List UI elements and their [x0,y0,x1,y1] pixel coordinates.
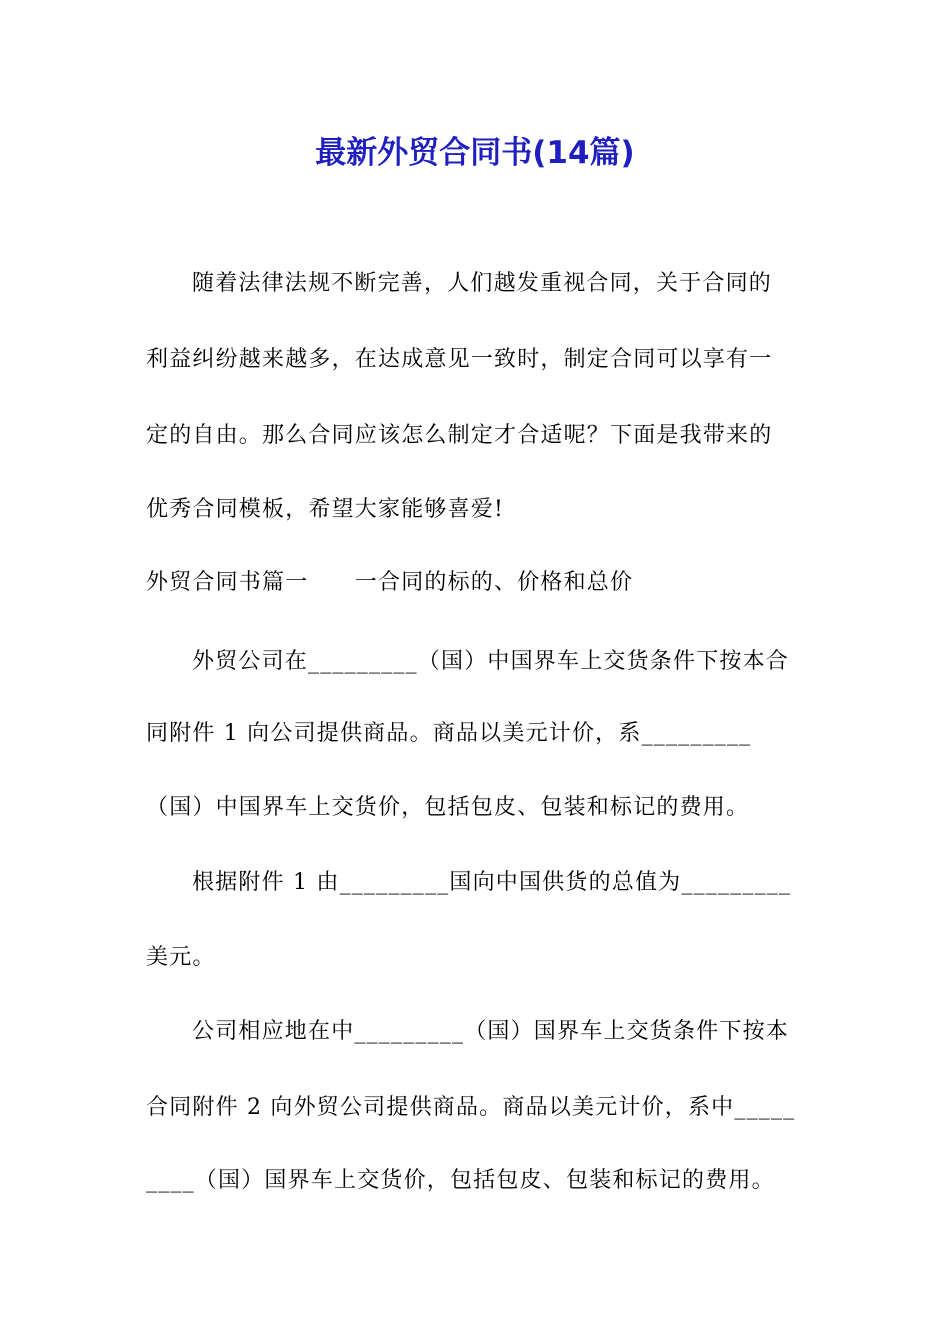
paragraph-line: 合同附件 2 向外贸公司提供商品。商品以美元计价，系中_____ [146,1095,796,1120]
document-title: 最新外贸合同书(14篇) [315,135,635,171]
paragraph-line: 利益纠纷越来越多，在达成意见一致时，制定合同可以享有一 [146,347,773,372]
section-heading: 外贸合同书篇一 一合同的标的、价格和总价 [146,570,634,595]
paragraph-line: 同附件 1 向公司提供商品。商品以美元计价，系_________ [146,721,752,746]
paragraph-line: 根据附件 1 由_________国向中国供货的总值为_________ [192,870,792,895]
paragraph-line: 定的自由。那么合同应该怎么制定才合适呢？下面是我带来的 [146,423,773,448]
paragraph-line: 优秀合同模板，希望大家能够喜爱! [146,497,505,522]
paragraph-line: 外贸公司在_________（国）中国界车上交货条件下按本合 [192,649,790,674]
paragraph-line: （国）中国界车上交货价，包括包皮、包装和标记的费用。 [146,795,750,820]
paragraph-line: 随着法律法规不断完善，人们越发重视合同，关于合同的 [192,271,773,296]
paragraph-line: 美元。 [146,945,216,970]
paragraph-line: 公司相应地在中_________（国）国界车上交货条件下按本 [192,1019,790,1044]
paragraph-line: ____（国）国界车上交货价，包括包皮、包装和标记的费用。 [146,1168,775,1193]
